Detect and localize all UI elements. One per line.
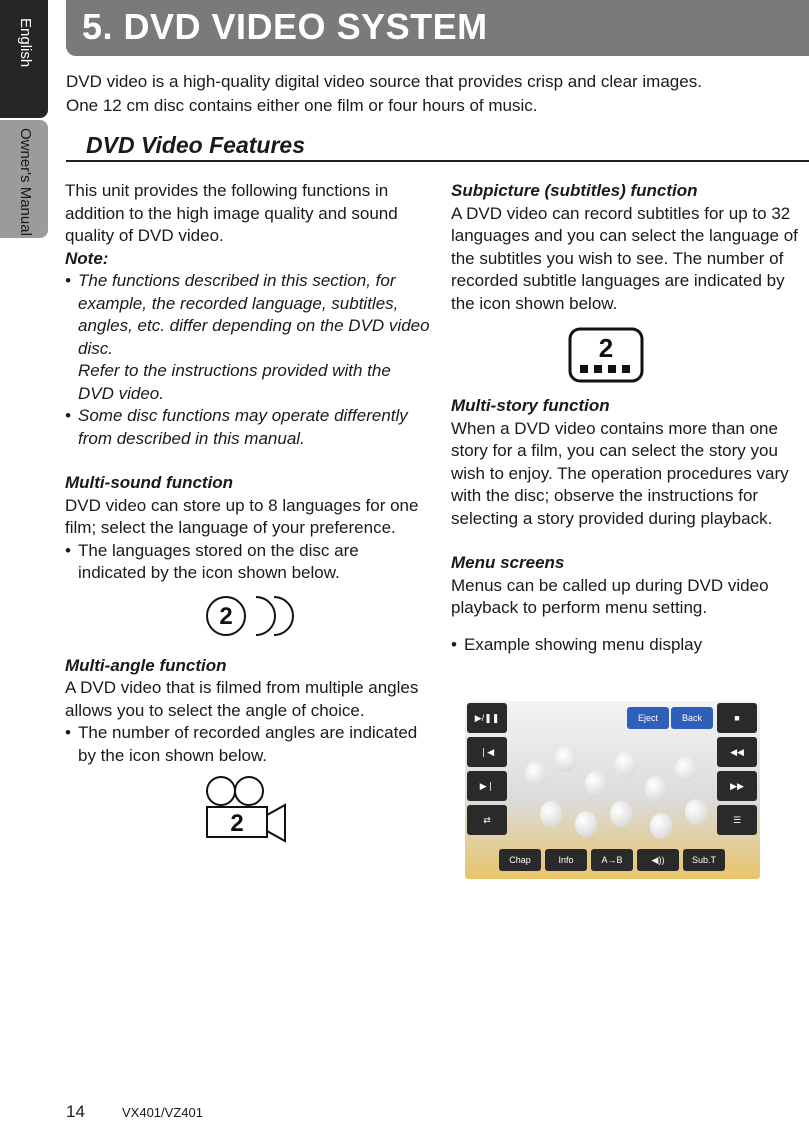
multi-angle-icon-number: 2 <box>229 810 244 837</box>
model-number: VX401/VZ401 <box>122 1105 203 1120</box>
menu-example-bullet: • Example showing menu display <box>451 634 809 657</box>
section-divider <box>66 160 809 162</box>
multi-angle-icon <box>65 775 430 843</box>
multi-story-heading: Multi-story function <box>451 396 610 415</box>
subtitle-button[interactable]: Sub.T <box>683 849 725 871</box>
repeat-button[interactable]: ⇄ <box>467 805 507 835</box>
multi-sound-icon-number: 2 <box>218 602 233 630</box>
stop-button[interactable]: ■ <box>717 703 757 733</box>
language-tab <box>0 0 48 118</box>
intro-line-2: One 12 cm disc contains either one film or four hours of music. <box>66 96 538 115</box>
note-bullet-1-sub: Refer to the instructions provided with the DVD video. <box>78 361 391 403</box>
menu-screens-heading: Menu screens <box>451 553 565 572</box>
multi-sound-heading: Multi-sound function <box>65 473 234 492</box>
multi-sound-text: DVD video can store up to 8 languages for one film; select the language of your preference. <box>65 495 419 537</box>
multi-sound-bullet: • The languages stored on the disc are indicated by the icon shown below. <box>65 540 430 585</box>
intro-text <box>66 70 806 118</box>
subtitle-text: A DVD video can record subtitles for up to 32 languages and you can select the language of the subtitles you wish to see. The number of recorded subtitle languages are indicated by the icon shown below. <box>451 203 798 313</box>
section-title: DVD Video Features <box>86 132 305 158</box>
list-button[interactable]: ☰ <box>717 805 757 835</box>
multi-sound-icon <box>65 593 430 639</box>
note-bullet-2: • Some disc functions may operate differently from described in this manual. <box>65 405 430 450</box>
language-tab-label: English <box>17 18 34 68</box>
back-button[interactable]: Back <box>671 707 713 729</box>
intro-line-1: DVD video is a high-quality digital video source that provides crisp and clear images. <box>66 72 702 91</box>
menu-display-example <box>465 701 760 879</box>
chapter-title-bar <box>66 0 809 56</box>
multi-angle-heading: Multi-angle function <box>65 655 227 675</box>
rewind-button[interactable]: ◀◀ <box>717 737 757 767</box>
note-bullet-2-text: Some disc functions may operate differently from described in this manual. <box>78 406 408 448</box>
subtitle-icon-number: 2 <box>598 333 614 363</box>
functions-intro: This unit provides the following functions in addition to the high image quality and sound quality of DVD video. <box>65 181 398 245</box>
subtitle-icon <box>401 325 809 385</box>
note-bullet-1-text: The functions described in this section, for example, the recorded language, subtitles, angles, etc. differ depending on the DVD video disc. <box>78 271 430 358</box>
left-column <box>65 180 430 843</box>
menu-example-bullet-text: Example showing menu display <box>464 634 703 654</box>
manual-tab <box>0 120 48 238</box>
page-number: 14 <box>66 1102 85 1121</box>
multi-angle-text: A DVD video that is filmed from multiple angles allows you to select the angle of choice. <box>65 678 419 720</box>
manual-tab-label: Owner's Manual <box>17 128 34 236</box>
chap-button[interactable]: Chap <box>499 849 541 871</box>
right-column <box>451 180 809 656</box>
play-pause-button[interactable]: ▶/❚❚ <box>467 703 507 733</box>
audio-button[interactable]: ◀)) <box>637 849 679 871</box>
multi-angle-bullet-text: The number of recorded angles are indicated by the icon shown below. <box>78 723 418 765</box>
fast-forward-button[interactable]: ▶▶ <box>717 771 757 801</box>
note-label: Note: <box>65 248 109 268</box>
multi-angle-bullet: • The number of recorded angles are indicated by the icon shown below. <box>65 722 430 767</box>
chapter-title: 5. DVD VIDEO SYSTEM <box>82 6 488 47</box>
menu-screens-text: Menus can be called up during DVD video playback to perform menu setting. <box>451 575 769 617</box>
eject-button[interactable]: Eject <box>627 707 669 729</box>
next-chapter-button[interactable]: ▶❘ <box>467 771 507 801</box>
multi-story-text: When a DVD video contains more than one story for a film, you can select the story you wish to enjoy. The operation procedures vary with the disc; observe the instructions for selecting a story provided during playback. <box>451 418 789 528</box>
subtitle-heading: Subpicture (subtitles) function <box>451 181 698 200</box>
ab-repeat-button[interactable]: A→B <box>591 849 633 871</box>
prev-chapter-button[interactable]: ❘◀ <box>467 737 507 767</box>
info-button[interactable]: Info <box>545 849 587 871</box>
note-bullet-1: • The functions described in this section, for example, the recorded language, subtitles, angles, etc. differ depending on the DVD video disc. Refer to the instructions provided with the DVD video. <box>65 270 430 405</box>
multi-sound-bullet-text: The languages stored on the disc are indicated by the icon shown below. <box>78 540 359 582</box>
